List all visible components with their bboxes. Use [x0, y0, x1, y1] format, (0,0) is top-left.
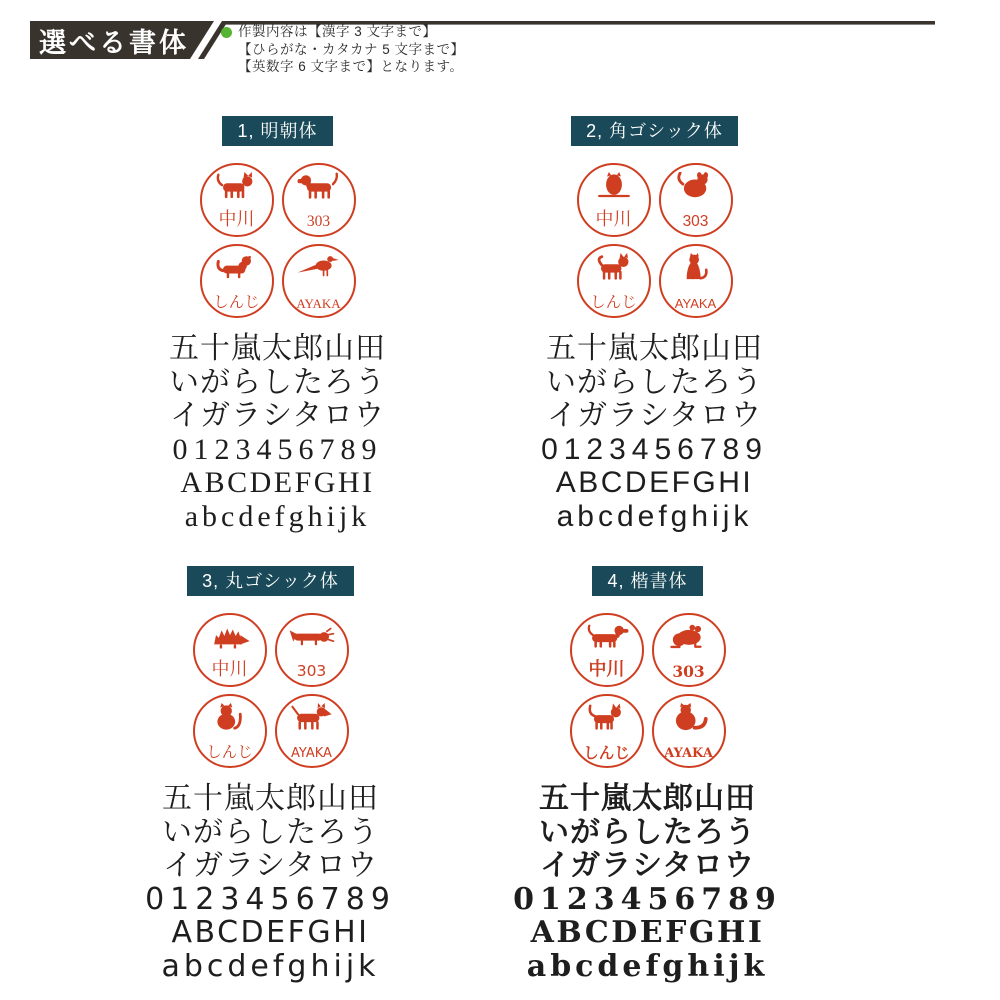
sample-line: abcdefghijk — [526, 948, 769, 984]
section-title: 2, 角ゴシック体 — [586, 121, 723, 141]
sample-line: ABCDEFGHI — [171, 915, 370, 951]
cat-back-icon — [207, 703, 253, 731]
header-note — [238, 23, 465, 76]
sample-line: 五十嵐太郎山田 — [539, 781, 756, 816]
otter-icon — [214, 253, 260, 281]
stamp-label: 中川 — [595, 209, 632, 230]
section-title-badge — [571, 116, 738, 146]
stamp-sample — [275, 613, 349, 687]
sample-line: 0123456789 — [145, 881, 396, 917]
bull-terrier-icon — [289, 703, 335, 731]
sample-line: 0123456789 — [541, 432, 768, 466]
note-line: 【英数字 6 文字まで】となります。 — [238, 59, 464, 74]
stamp-sample — [652, 613, 726, 687]
stamp-label: しんじ — [213, 293, 260, 311]
sample-line: いがらしたろう — [169, 365, 386, 399]
section-title-badge — [592, 566, 702, 596]
sample-line: 五十嵐太郎山田 — [162, 781, 379, 816]
page-title: 選べる書体 — [39, 27, 189, 58]
stamp-label: AYAKA — [674, 295, 717, 311]
pheasant-icon — [296, 253, 342, 281]
chinchilla-icon — [673, 172, 719, 200]
sample-line: abcdefghijk — [161, 948, 380, 984]
stamp-sample — [659, 244, 733, 318]
stamp-sample — [577, 244, 651, 318]
sample-text-block — [78, 782, 463, 984]
sample-line: abcdefghijk — [556, 499, 753, 533]
cat-icon — [214, 172, 260, 200]
sample-text-block — [462, 332, 847, 534]
stamp-sample — [570, 694, 644, 768]
sample-line: ABCDEFGHI — [180, 466, 375, 500]
sample-line: 0123456789 — [172, 432, 383, 466]
owl-icon — [591, 172, 637, 200]
section-kaku-gothic — [462, 116, 847, 534]
sample-line: イガラシタロウ — [547, 399, 762, 433]
stamp-grid — [570, 613, 726, 768]
stamp-label: 303 — [672, 661, 705, 681]
stamp-sample — [659, 163, 733, 237]
section-title: 4, 楷書体 — [607, 571, 688, 591]
sample-line: イガラシタロウ — [540, 848, 755, 884]
sample-line: ABCDEFGHI — [555, 466, 754, 500]
sample-line: いがらしたろう — [546, 365, 763, 399]
axolotl-icon — [289, 622, 335, 650]
sample-text-block — [455, 782, 840, 984]
sample-line: 0123456789 — [513, 881, 782, 917]
stamp-label: 中川 — [211, 659, 248, 681]
stamp-sample — [570, 613, 644, 687]
hound-dog-icon — [296, 172, 342, 200]
section-title: 1, 明朝体 — [237, 121, 318, 141]
sample-line: イガラシタロウ — [163, 848, 378, 884]
sample-text-block — [85, 332, 470, 534]
section-title: 3, 丸ゴシック体 — [202, 571, 339, 591]
sample-line: イガラシタロウ — [170, 399, 385, 433]
stamp-sample — [652, 694, 726, 768]
sample-line: abcdefghijk — [184, 499, 371, 533]
note-line: 作製内容は【漢字 3 文字まで】 — [238, 24, 437, 39]
dachshund-icon — [584, 622, 630, 650]
note-line: 【ひらがな・カタカナ 5 文字まで】 — [238, 41, 465, 57]
section-kaisho — [455, 566, 840, 984]
stamp-sample — [200, 244, 274, 318]
stamp-label: AYAKA — [664, 745, 713, 761]
stamp-label: しんじ — [590, 293, 637, 311]
stamp-label: 303 — [682, 212, 709, 230]
sitting-cat-icon — [673, 253, 719, 281]
stamp-grid — [577, 163, 733, 318]
stamp-sample — [282, 244, 356, 318]
stamp-sample — [577, 163, 651, 237]
section-title-badge — [187, 566, 354, 596]
sample-line: いがらしたろう — [539, 814, 756, 850]
stamp-sample — [193, 613, 267, 687]
stamp-grid — [193, 613, 349, 768]
stamp-label: 303 — [306, 212, 331, 230]
sample-line: ABCDEFGHI — [530, 915, 765, 951]
section-maru-gothic — [78, 566, 463, 984]
stamp-sample — [200, 163, 274, 237]
fluffy-cat-icon — [666, 703, 712, 731]
shiba-dog-icon — [591, 253, 637, 281]
stamp-label: しんじ — [583, 742, 630, 762]
stamp-sample — [282, 163, 356, 237]
stamp-sample — [193, 694, 267, 768]
sample-line: 五十嵐太郎山田 — [546, 332, 763, 365]
bullet-icon — [221, 27, 232, 38]
stamp-sample — [275, 694, 349, 768]
stamp-label: 中川 — [218, 209, 255, 230]
sample-line: いがらしたろう — [162, 814, 379, 850]
sample-line: 五十嵐太郎山田 — [169, 332, 386, 365]
stamp-label: しんじ — [206, 742, 253, 761]
frog-icon — [666, 622, 712, 650]
section-title-badge — [222, 116, 332, 146]
stamp-label: 中川 — [588, 659, 625, 681]
stamp-label: AYAKA — [296, 295, 341, 311]
hedgehog-icon — [207, 622, 253, 650]
stamp-grid — [200, 163, 356, 318]
stamp-label: 303 — [296, 661, 327, 680]
stamp-label: AYAKA — [291, 745, 332, 761]
section-mincho — [85, 116, 470, 534]
walking-cat-icon — [584, 703, 630, 731]
